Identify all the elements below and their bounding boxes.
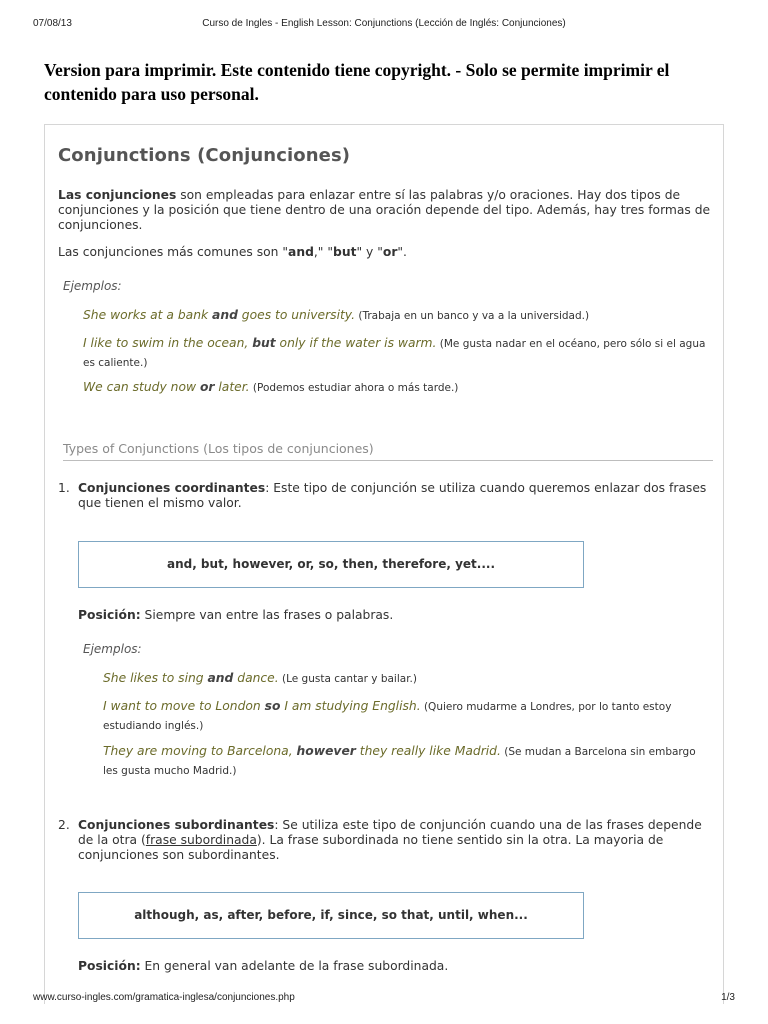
print-date: 07/08/13: [33, 18, 72, 29]
conjunction-list-box: and, but, however, or, so, then, therefore, yet....: [78, 541, 584, 588]
example-post: goes to university.: [237, 308, 356, 322]
example-item: [83, 378, 713, 397]
common-conjunctions-line: [58, 245, 407, 260]
section-title: Types of Conjunctions (Los tipos de conjunciones): [63, 441, 713, 461]
copyright-notice: Version para imprimir. Este contenido tiene copyright. - Solo se permite imprimir el contenido para uso personal.: [44, 60, 670, 104]
position-line: [78, 608, 393, 622]
example-post: dance.: [233, 671, 279, 685]
page-number: 1/3: [721, 992, 735, 1003]
example-item: [103, 697, 713, 735]
example-post: I am studying English.: [280, 699, 421, 713]
conjunction-list-box: although, as, after, before, if, since, so that, until, when...: [78, 892, 584, 939]
print-header: [0, 14, 768, 34]
example-item: [83, 334, 713, 372]
example-keyword: or: [199, 380, 215, 394]
example-post: later.: [214, 380, 250, 394]
subordinate-clause-link[interactable]: frase subordinada: [145, 833, 257, 847]
example-translation: (Podemos estudiar ahora o más tarde.): [249, 382, 459, 394]
type-description: [78, 481, 713, 511]
example-translation: (Le gusta cantar y bailar.): [278, 673, 417, 685]
position-text: Siempre van entre las frases o palabras.: [140, 608, 394, 622]
example-keyword: however: [296, 744, 356, 758]
list-number: 2.: [58, 818, 70, 832]
intro-bold: Las conjunciones: [58, 188, 177, 202]
type-name: Conjunciones subordinantes: [78, 818, 275, 832]
example-keyword: and: [212, 308, 238, 322]
example-translation: (Quiero mudarme a Londres, por lo tanto estoy estudiando inglés.): [103, 701, 672, 732]
example-keyword: so: [264, 699, 281, 713]
common-but: but: [333, 245, 357, 259]
example-pre: I want to move to London: [103, 699, 265, 713]
print-footer: [0, 990, 768, 1010]
position-text: En general van adelante de la frase subordinada.: [140, 959, 449, 973]
example-pre: She likes to sing: [103, 671, 208, 685]
common-and: and: [288, 245, 314, 259]
example-translation: (Me gusta nadar en el océano, pero sólo si el agua es caliente.): [83, 338, 706, 369]
example-keyword: but: [252, 336, 276, 350]
type-desc: : Este tipo de conjunción se utiliza cuando queremos enlazar dos frases que tienen el mismo valor.: [78, 481, 707, 510]
list-number: 1.: [58, 481, 70, 495]
example-post: they really like Madrid.: [355, 744, 501, 758]
example-item: [103, 742, 713, 780]
intro-text: son empleadas para enlazar entre sí las palabras y/o oraciones. Hay dos tipos de conjunciones y la posición que tiene dentro de una oración depende del tipo. Además, hay tres formas de conjunciones.: [58, 188, 711, 232]
example-post: only if the water is warm.: [275, 336, 437, 350]
type-name: Conjunciones coordinantes: [78, 481, 266, 495]
print-doc-title: Curso de Ingles - English Lesson: Conjunctions (Lección de Inglés: Conjunciones): [202, 18, 566, 29]
common-suffix: ".: [397, 245, 407, 259]
print-url: www.curso-ingles.com/gramatica-inglesa/conjunciones.php: [33, 992, 295, 1003]
type-description: [78, 818, 713, 863]
example-item: [103, 669, 713, 688]
common-or: or: [382, 245, 398, 259]
position-label: Posición:: [78, 608, 141, 622]
common-sep1: ," ": [313, 245, 334, 259]
position-line: [78, 959, 448, 973]
example-translation: (Trabaja en un banco y va a la universidad.): [355, 310, 590, 322]
example-pre: She works at a bank: [83, 308, 213, 322]
article-card: [44, 124, 724, 1004]
common-prefix: Las conjunciones más comunes son ": [58, 245, 289, 259]
example-pre: We can study now: [83, 380, 200, 394]
example-pre: I like to swim in the ocean,: [83, 336, 253, 350]
examples-label: Ejemplos:: [83, 642, 142, 656]
type-desc-b: ). La frase subordinada no tiene sentido sin la otra. La mayoria de conjunciones son subordinantes.: [78, 833, 664, 862]
position-label: Posición:: [78, 959, 141, 973]
example-pre: They are moving to Barcelona,: [103, 744, 297, 758]
type-desc-a: : Se utiliza este tipo de conjunción cuando una de las frases depende de la otra (: [78, 818, 702, 847]
page-title: Conjunctions (Conjunciones): [58, 145, 351, 166]
examples-label: Ejemplos:: [63, 279, 122, 293]
common-sep2: " y ": [356, 245, 383, 259]
intro-paragraph: [58, 188, 713, 233]
example-keyword: and: [207, 671, 234, 685]
example-item: [83, 306, 713, 325]
example-translation: (Se mudan a Barcelona sin embargo les gusta mucho Madrid.): [103, 746, 696, 777]
